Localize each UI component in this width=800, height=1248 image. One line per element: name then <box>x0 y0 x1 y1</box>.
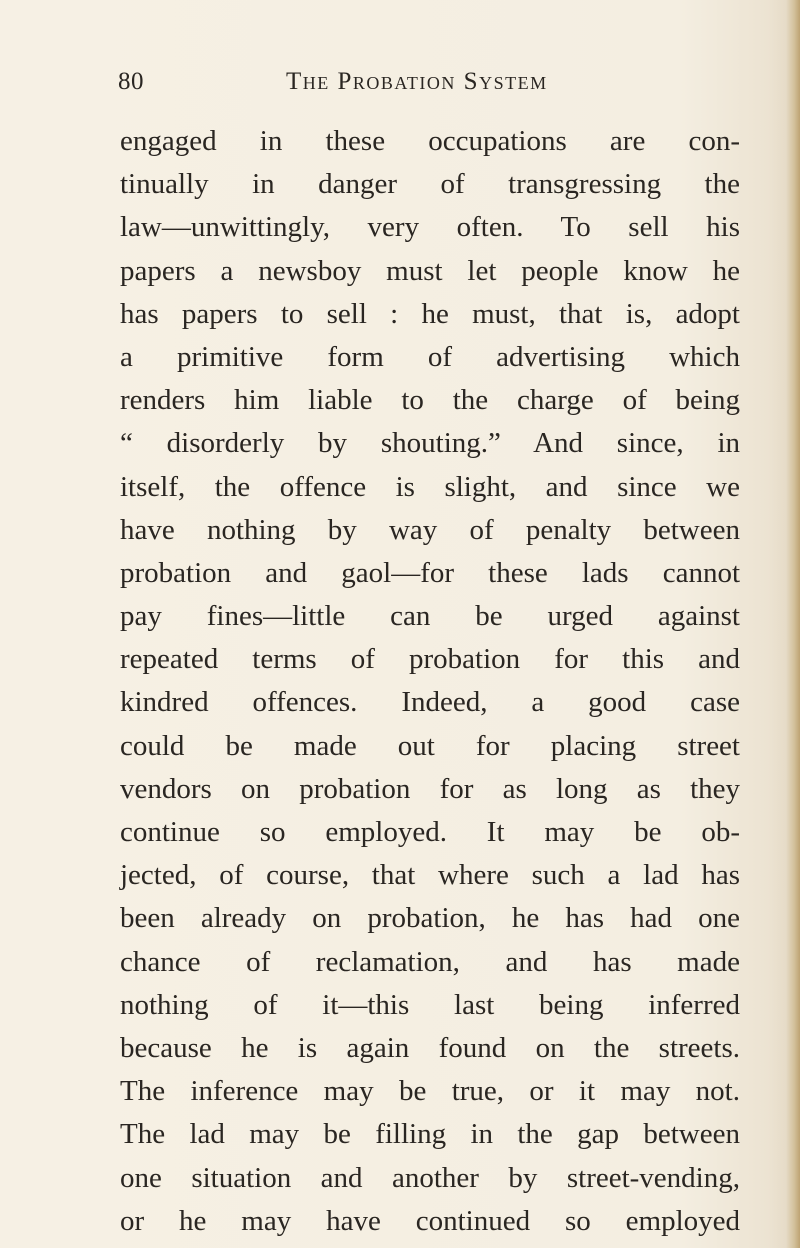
text-line: been already on probation, he has had one <box>120 902 740 935</box>
text-line: one situation and another by street-vending, <box>120 1161 740 1194</box>
text-line: papers a newsboy must let people know he <box>120 254 740 287</box>
text-line: continue so employed. It may be ob- <box>120 816 740 848</box>
text-line: The inference may be true, or it may not. <box>120 1075 740 1108</box>
page-number: 80 <box>118 68 144 95</box>
text-line: engaged in these occupations are con- <box>120 125 740 157</box>
text-line: pay fines—little can be urged against <box>120 600 740 633</box>
text-line: renders him liable to the charge of being <box>120 384 740 417</box>
text-line: probation and gaol—for these lads cannot <box>120 556 740 589</box>
text-line: “ disorderly by shouting.” And since, in <box>120 427 740 460</box>
text-line: vendors on probation for as long as they <box>120 772 740 805</box>
text-line: could be made out for placing street <box>120 729 740 762</box>
text-line: nothing of it—this last being inferred <box>120 988 740 1021</box>
text-line: The lad may be filling in the gap between <box>120 1118 740 1151</box>
text-line: have nothing by way of penalty between <box>120 513 740 546</box>
text-line: repeated terms of probation for this and <box>120 643 740 676</box>
text-line: because he is again found on the streets. <box>120 1031 740 1064</box>
text-line: law—unwittingly, very often. To sell his <box>120 211 740 244</box>
text-line: itself, the offence is slight, and since we <box>120 470 740 503</box>
text-line: kindred offences. Indeed, a good case <box>120 686 740 719</box>
text-line: has papers to sell : he must, that is, adopt <box>120 297 740 330</box>
text-line: or he may have continued so employed <box>120 1204 740 1237</box>
running-title: The Probation System <box>286 68 548 95</box>
text-line: jected, of course, that where such a lad has <box>120 859 740 892</box>
page-edge-shadow <box>786 0 800 1248</box>
text-line: chance of reclamation, and has made <box>120 945 740 978</box>
text-line: tinually in danger of transgressing the <box>120 168 740 201</box>
text-line: a primitive form of advertising which <box>120 340 740 373</box>
running-head <box>0 68 800 104</box>
body-text <box>120 120 740 1243</box>
